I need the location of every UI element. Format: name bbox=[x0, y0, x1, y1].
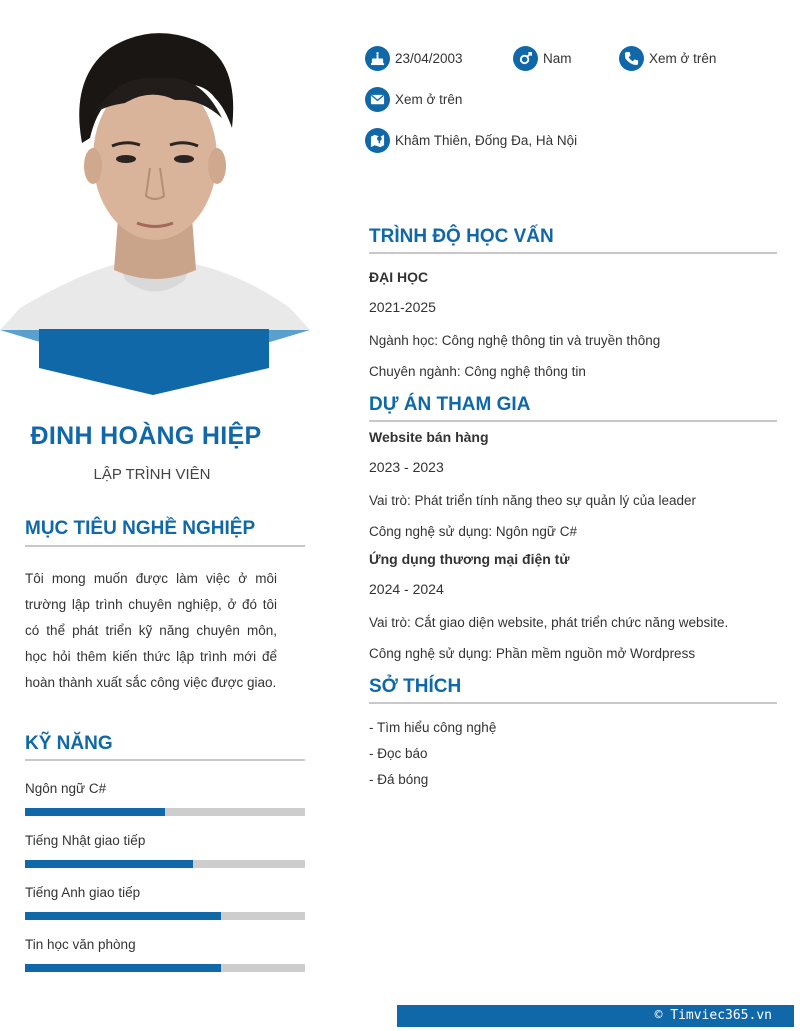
project-tech: Công nghệ sử dụng: Phần mềm nguồn mở Wordpress bbox=[369, 646, 696, 661]
education-divider bbox=[369, 252, 777, 254]
education-specialization: Chuyên ngành: Công nghệ thông tin bbox=[369, 364, 586, 379]
profile-photo bbox=[0, 18, 310, 330]
project-tech: Công nghệ sử dụng: Ngôn ngữ C# bbox=[369, 524, 577, 539]
contact-birthday bbox=[365, 46, 463, 71]
job-title: LẬP TRÌNH VIÊN bbox=[93, 466, 211, 483]
skill-bar bbox=[25, 964, 305, 972]
skill-label: Tiếng Nhật giao tiếp bbox=[25, 833, 146, 848]
email-value: Xem ở trên bbox=[395, 92, 463, 107]
birthday-cake-icon bbox=[365, 46, 390, 71]
education-heading: TRÌNH ĐỘ HỌC VẤN bbox=[369, 226, 554, 247]
skill-bar-fill bbox=[25, 912, 221, 920]
education-level: ĐẠI HỌC bbox=[369, 269, 429, 285]
project-role: Vai trò: Cắt giao diện website, phát triển chức năng website. bbox=[369, 615, 729, 630]
gender-value: Nam bbox=[543, 51, 572, 66]
footer-watermark bbox=[397, 1005, 794, 1027]
contact-address bbox=[365, 128, 577, 153]
objective-divider bbox=[25, 545, 305, 547]
skill-label: Ngôn ngữ C# bbox=[25, 781, 107, 796]
skill-bar-fill bbox=[25, 964, 221, 972]
skill-bar-fill bbox=[25, 860, 193, 868]
skill-bar bbox=[25, 860, 305, 868]
map-pin-icon bbox=[365, 128, 390, 153]
skill-bar bbox=[25, 912, 305, 920]
hobby-item: - Tìm hiểu công nghệ bbox=[369, 720, 497, 735]
gender-icon bbox=[513, 46, 538, 71]
contact-gender bbox=[513, 46, 572, 71]
phone-icon bbox=[619, 46, 644, 71]
hobby-item: - Đọc báo bbox=[369, 746, 428, 761]
projects-heading: DỰ ÁN THAM GIA bbox=[369, 394, 531, 415]
email-icon bbox=[365, 87, 390, 112]
phone-value: Xem ở trên bbox=[649, 51, 717, 66]
project-name: Website bán hàng bbox=[369, 429, 489, 445]
hobby-item: - Đá bóng bbox=[369, 772, 429, 787]
projects-divider bbox=[369, 420, 777, 422]
hobbies-heading: SỞ THÍCH bbox=[369, 676, 462, 697]
photo-ribbon bbox=[0, 328, 310, 396]
contact-email bbox=[365, 87, 462, 112]
objective-heading: MỤC TIÊU NGHỀ NGHIỆP bbox=[25, 518, 256, 539]
education-major: Ngành học: Công nghệ thông tin và truyền thông bbox=[369, 333, 661, 348]
education-years: 2021-2025 bbox=[369, 299, 436, 315]
skills-heading: KỸ NĂNG bbox=[25, 733, 113, 754]
birthday-value: 23/04/2003 bbox=[395, 51, 463, 66]
project-name: Ứng dụng thương mại điện tử bbox=[369, 551, 570, 567]
project-role: Vai trò: Phát triển tính năng theo sự quản lý của leader bbox=[369, 493, 696, 508]
skill-bar-fill bbox=[25, 808, 165, 816]
footer-text: © Timviec365.vn bbox=[654, 1008, 772, 1023]
contact-phone bbox=[619, 46, 716, 71]
skill-label: Tin học văn phòng bbox=[25, 937, 136, 952]
full-name: ĐINH HOÀNG HIỆP bbox=[30, 422, 262, 450]
project-years: 2024 - 2024 bbox=[369, 581, 444, 597]
objective-text: Tôi mong muốn được làm việc ở môi trường lập trình chuyên nghiệp, ở đó tôi có thể phát triển kỹ năng chuyên môn, học hỏi thêm kiến thức lập trình mới để hoàn thành xuất sắc công việc được giao. bbox=[25, 571, 277, 690]
address-value: Khâm Thiên, Đống Đa, Hà Nội bbox=[395, 133, 578, 148]
skill-bar bbox=[25, 808, 305, 816]
hobbies-divider bbox=[369, 702, 777, 704]
skills-divider bbox=[25, 759, 305, 761]
project-years: 2023 - 2023 bbox=[369, 459, 444, 475]
skill-label: Tiếng Anh giao tiếp bbox=[25, 885, 141, 900]
